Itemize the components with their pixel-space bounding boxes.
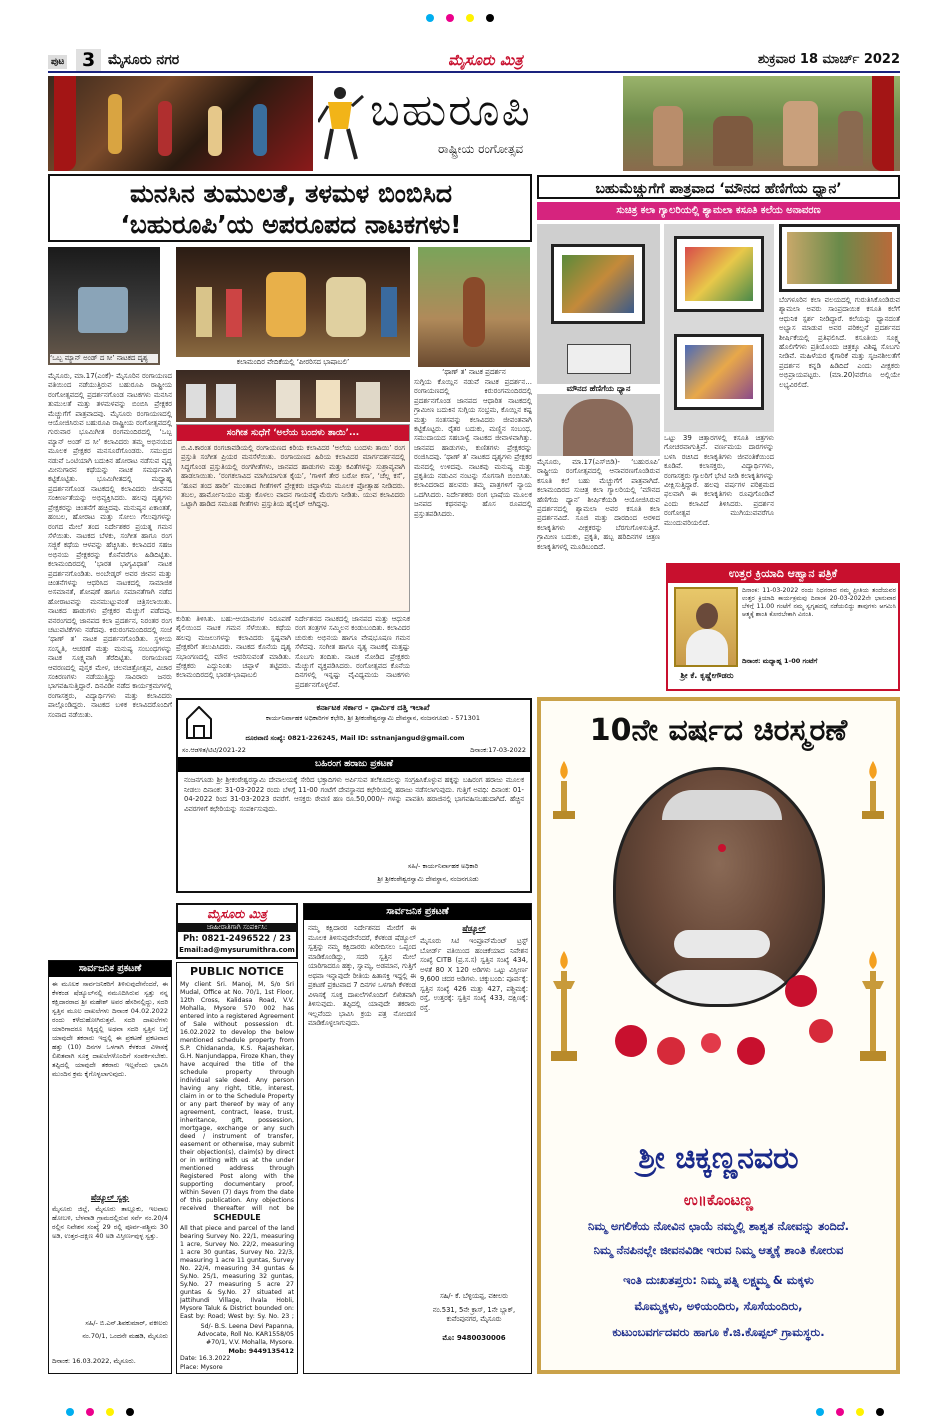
art-subheadline: ಸುಚಿತ್ರ ಕಲಾ ಗ್ಯಾಲರಿಯಲ್ಲಿ ಶ್ಯಾಮಲಾ ಕಸೂತಿ ಕಲೆಯ ಅನಾವರಣ	[537, 202, 900, 220]
kn-notice-mid-sign: ಸಹಿ/- ಕೆ. ಬೆಳ್ಳಿಯಪ್ಪ, ವಕೀಲರು	[439, 1292, 509, 1300]
tender-ref: ಸಂ.ಆಡಳಿತ/ಟಿಟಿ/2021-22	[182, 746, 246, 754]
public-notice-date: Date: 16.3.2022	[180, 1355, 231, 1362]
kn-notice-mid-address: ನಂ.531, 5ನೇ ಕ್ರಾಸ್, 1ನೇ ಬ್ಲಾಕ್, ಕುವೆಂಪುನಗರ, ಮೈಸೂರು	[432, 1306, 516, 1323]
kn-notice-left-schedule: ಮೈಸೂರು ಜಿಲ್ಲೆ, ಮೈಸೂರು ತಾಲ್ಲೂಕು, ಇಲವಾಲ ಹೋಬಳಿ, ಬೆಳವಾಡಿ ಗ್ರಾಮದಲ್ಲಿರುವ ಸರ್ವೆ ನಂ.20/4 ರಲ್ಲಿನ ನಿವೇಶನ ಸಂಖ್ಯೆ 29 ರಲ್ಲಿ ಪೂರ್ವ-ಪಶ್ಚಿಮ 30 ಅಡಿ, ಉತ್ತರ-ದಕ್ಷಿಣ 40 ಅಡಿ ವಿಸ್ತೀರ್ಣವುಳ್ಳ ಸ್ವತ್ತು.	[52, 1205, 168, 1240]
lead-headline-line-2: ‘ಬಹುರೂಪಿ’ಯ ಅಪರೂಪದ ನಾಟಕಗಳು!	[120, 210, 462, 239]
art-body-col2: ಒಟ್ಟು 39 ಚಿತ್ತಾರಗಳಲ್ಲಿ ಕಸೂತಿ ಚಿತ್ರಗಳು ಗೋಚರವಾಗುತ್ತಿವೆ. ವರ್ಣಮಯ ದಾರಗಳನ್ನು ಬಳಸಿ ರಚಿಸಿದ ಕಲಾಕೃತಿಗಳು ಜೀವಂತಿಕೆಯಿಂದ ಕೂಡಿವೆ. ಕಲಾಸಕ್ತರು, ವಿದ್ಯಾರ್ಥಿಗಳು, ರಂಗಾಸಕ್ತರು ಗ್ಯಾಲರಿಗೆ ಭೇಟಿ ನೀಡಿ ಕಲಾಕೃತಿಗಳನ್ನು ವೀಕ್ಷಿಸುತ್ತಿದ್ದಾರೆ. ಹಲವು ವರ್ಷಗಳ ಪರಿಶ್ರಮದ ಫಲವಾಗಿ ಈ ಕಲಾಕೃತಿಗಳು ರೂಪುಗೊಂಡಿವೆ ಎಂದು ಕಲಾವಿದೆ ತಿಳಿಸಿದರು. ಪ್ರದರ್ಶನ ರಂಗೋತ್ಸವ ಮುಗಿಯುವವರೆಗೂ ಮುಂದುವರಿಯಲಿದೆ.	[664, 434, 774, 527]
banner-photo-left	[48, 76, 313, 171]
obituary-body: ದಿನಾಂಕ: 11-03-2022 ರಂದು ನಿಧನರಾದ ನಮ್ಮ ಪ್ರೀತಿಯ ತಂದೆಯವರ ಉತ್ತರ ಕ್ರಿಯಾದಿ ಕಾರ್ಯಕ್ರಮವು ದಿನಾಂಕ 20-03-2022ನೇ ಭಾನುವಾರ ಬೆಳಿಗ್ಗೆ 11.00 ಗಂಟೆಗೆ ನಮ್ಮ ಸ್ವಗೃಹದಲ್ಲಿ ನಡೆಯಲಿದ್ದು ತಾವುಗಳು ಆಗಮಿಸಿ ಆತ್ಮಕ್ಕೆ ಶಾಂತಿ ಕೋರಬೇಕಾಗಿ ವಿನಂತಿ.	[742, 587, 896, 618]
lead-body-col3: ನಿರ್ದೇಶನದ ನಾಟಕದಲ್ಲಿ ಜಾನಪದ ಮತ್ತು ಆಧುನಿಕ ರಂಗ ತಂತ್ರಗಳ ಸಮ್ಮಿಲನ ಕಂಡುಬಂದಿತು. ಕಲಾವಿದರ ಚುರುಕು ಅಭಿನಯ ಹಾಗೂ ವೇಷಭೂಷಣ ಗಮನ ಸೆಳೆದವು. ಸಂಗೀತ ಹಾಗೂ ನೃತ್ಯ ನಾಟಕಕ್ಕೆ ಮತ್ತಷ್ಟು ಸೊಬಗು ತಂದಿತು. ನಾಟಕ ನೋಡಿದ ಪ್ರೇಕ್ಷಕರು ಮೆಚ್ಚುಗೆ ವ್ಯಕ್ತಪಡಿಸಿದರು. ರಂಗೋತ್ಸವದ ಕೊನೆಯ ದಿನಗಳಲ್ಲಿ ಇನ್ನಷ್ಟು ವೈವಿಧ್ಯಮಯ ನಾಟಕಗಳು ಪ್ರದರ್ಶನಗೊಳ್ಳಲಿವೆ.	[295, 615, 410, 689]
art-headline: ಬಹುಮೆಚ್ಚುಗೆಗೆ ಪಾತ್ರವಾದ ‘ಮೌನದ ಹೆಣಿಗೆಯ ಧ್ಯಾನ’	[537, 175, 900, 199]
public-notice-title: PUBLIC NOTICE	[189, 965, 285, 978]
memorial-alias: ಉ॥ಕೊಂಟಣ್ಣ	[683, 1191, 754, 1209]
kn-notice-left-body: ಈ ಮೂಲಕ ಸಾರ್ವಜನಿಕರಿಗೆ ತಿಳಿಸುವುದೇನೆಂದರೆ, ಈ ಕೆಳಕಂಡ ಷೆಡ್ಯೂಲ್‌ನಲ್ಲಿ ನಮೂದಿಸಿರುವ ಸ್ವತ್ತು ನನ್ನ ಕಕ್ಷಿದಾರರಾದ ಶ್ರೀ ಮಹೇಶ್ ಅವರ ಹೆಸರಿನಲ್ಲಿದ್ದು, ಸದರಿ ಸ್ವತ್ತಿನ ಮೂಲ ದಾಖಲೆಗಳು ದಿನಾಂಕ 04.02.2022 ರಂದು ಕಳೆದುಹೋಗಿರುತ್ತವೆ. ಸದರಿ ದಾಖಲೆಗಳು ಯಾರಿಗಾದರೂ ಸಿಕ್ಕಿದ್ದಲ್ಲಿ ಅಥವಾ ಸದರಿ ಸ್ವತ್ತಿನ ಬಗ್ಗೆ ಯಾವುದೇ ತಕರಾರು ಇದ್ದಲ್ಲಿ ಈ ಪ್ರಕಟಣೆ ಪ್ರಕಟವಾದ ಹತ್ತು (10) ದಿನಗಳ ಒಳಗಾಗಿ ಕೆಳಕಂಡ ವಿಳಾಸಕ್ಕೆ ಲಿಖಿತವಾಗಿ ಸೂಕ್ತ ದಾಖಲೆಗಳೊಂದಿಗೆ ಸಂಪರ್ಕಿಸಬೇಕು. ತಪ್ಪಿದಲ್ಲಿ ಯಾವುದೇ ತಕರಾರು ಇಲ್ಲವೆಂದು ಭಾವಿಸಿ ಮುಂದಿನ ಕ್ರಮ ಕೈಗೊಳ್ಳಲಾಗುವುದು.	[52, 980, 168, 1078]
public-notice-kannada-mid	[303, 903, 532, 1374]
public-notice-sign: Sd/- B.S. Leena Devi Papanna, Advocate, Roll No. KAR1558/05 #70/1, V.V. Mohalla, Mysore.	[197, 1323, 294, 1346]
ad-box	[176, 903, 298, 959]
art-photo-frames	[664, 224, 774, 432]
kn-notice-mid-body: ನಮ್ಮ ಕಕ್ಷಿದಾರರ ನಿರ್ದೇಶನದ ಮೇರೆಗೆ ಈ ಮೂಲಕ ತಿಳಿಸುವುದೇನೆಂದರೆ, ಕೆಳಕಂಡ ಷೆಡ್ಯೂಲ್ ಸ್ವತ್ತನ್ನು ನಮ್ಮ ಕಕ್ಷಿದಾರರು ಖರೀದಿಸಲು ಒಪ್ಪಂದ ಮಾಡಿಕೊಂಡಿದ್ದು, ಸದರಿ ಸ್ವತ್ತಿನ ಮೇಲೆ ಯಾರಿಗಾದರೂ ಹಕ್ಕು, ಸ್ವಾಮ್ಯ, ಅಡಮಾನ, ಗುತ್ತಿಗೆ ಅಥವಾ ಇನ್ನಾವುದೇ ರೀತಿಯ ಹಿತಾಸಕ್ತಿ ಇದ್ದಲ್ಲಿ ಈ ಪ್ರಕಟಣೆ ಪ್ರಕಟವಾದ 7 ದಿನಗಳ ಒಳಗಾಗಿ ಕೆಳಕಂಡ ವಿಳಾಸಕ್ಕೆ ಸೂಕ್ತ ದಾಖಲೆಗಳೊಂದಿಗೆ ಲಿಖಿತವಾಗಿ ತಿಳಿಸುವುದು. ತಪ್ಪಿದಲ್ಲಿ ಯಾವುದೇ ತಕರಾರು ಇಲ್ಲವೆಂದು ಭಾವಿಸಿ ಕ್ರಯ ಪತ್ರ ನೋಂದಣಿ ಮಾಡಿಕೊಳ್ಳಲಾಗುವುದು.	[308, 924, 416, 1027]
lead-headline-line-1: ಮನಸಿನ ತುಮುಲತೆ, ತಳಮಳ ಬಿಂಬಿಸಿದ	[129, 179, 453, 208]
obituary-notice	[666, 563, 900, 691]
memorial-line-1: ನಿಮ್ಮ ಅಗಲಿಕೆಯ ನೋವಿನ ಛಾಯೆ ನಮ್ಮಲ್ಲಿ ಶಾಶ್ವತ ನೋವನ್ನು ತಂದಿದೆ.	[587, 1219, 850, 1233]
lead-photo-thaanta-caption: ‘ಥಾಣ್ ತ’ ನಾಟಕ ಪ್ರದರ್ಶನ	[418, 368, 530, 377]
lead-body-col2: ಕುರಿತು ತಿಳಿಸಿತು. ಬಹು-ಆಯಾಮಗಳ ನಿರೂಪಣೆ ಶೈಲಿಯಿಂದ ನಾಟಕ ಗಮನ ಸೆಳೆಯಿತು. ಕಥೆಯ ಹಲವು ಮಜಲುಗಳನ್ನು ಕಲಾವಿದರು ಸ್ಪಷ್ಟವಾಗಿ ಪ್ರೇಕ್ಷಕರಿಗೆ ತಲುಪಿಸಿದರು. ನಾಟಕದ ಕೊನೆಯ ದೃಶ್ಯ ಸಭಾಂಗಣದಲ್ಲಿ ಮೌನ ಆವರಿಸುವಂತೆ ಮಾಡಿತು. ಪ್ರೇಕ್ಷಕರು ಎದ್ದುನಿಂತು ಚಪ್ಪಾಳೆ ತಟ್ಟಿದರು. ಕಲಾಮಂದಿರದಲ್ಲಿ ಭಾರತ-ಭಾಷಾಬಲಿ	[176, 615, 291, 680]
ad-email: Email:ad@mysurumithra.com	[179, 946, 295, 954]
banner-photo-right	[623, 76, 900, 171]
music-highlight-box	[176, 424, 410, 612]
tender-date: ದಿನಾಂಕ:17-03-2022	[470, 746, 526, 754]
art-photo-gallery	[537, 224, 660, 456]
tender-org: ಕರ್ನಾಟಕ ಸರ್ಕಾರ - ಧಾರ್ಮಿಕ ದತ್ತಿ ಇಲಾಖೆ	[316, 703, 430, 712]
music-highlight-body: ಬಿ.ವಿ.ಕಾರಂತ ರಂಗಚಾವಡಿಯಲ್ಲಿ ರಂಗಾಯಣದ ಕಿರಿಯ ಕಲಾವಿದರ ‘ಅಲೆಯ ಬಂದಳು ತಾಯಿ’ ರಂಗ ಪ್ರಸ್ತುತಿ ಸಂಗೀತ ಪ್ರಿಯರ ಮನಸೆಳೆಯಿತು. ರಂಗಾಯಣದ ಹಿರಿಯ ಕಲಾವಿದರ ಮಾರ್ಗದರ್ಶನದಲ್ಲಿ ಸಿದ್ಧಗೊಂಡ ಪ್ರಸ್ತುತಿಯಲ್ಲಿ ರಂಗಗೀತೆಗಳು, ಜಾನಪದ ಹಾಡುಗಳು ಮತ್ತು ಕವಿತೆಗಳನ್ನು ಸುಶ್ರಾವ್ಯವಾಗಿ ಹಾಡಲಾಯಿತು. ‘ರಂಗಕಲಾವಿದ ಮಾಗಿಯಾಗುತ ಕೈಯ’, ‘ಗಾಳಿಗೆ ತೇರ ಬರೋ ಕಸಾ’, ‘ಚೆಲ್ಲ ಕಸೆ’, ‘ಹೂವ ತಂದ ಹಾರೀ’ ಮುಂತಾದ ಗೀತೆಗಳಿಗೆ ಪ್ರೇಕ್ಷಕರು ಚಪ್ಪಾಳೆಯ ಮೂಲಕ ಪ್ರೋತ್ಸಾಹ ನೀಡಿದರು. ತಬಲ, ಹಾರ್ಮೋನಿಯಂ ಮತ್ತು ಕೊಳಲು ವಾದನ ಗಾಯನಕ್ಕೆ ಮೆರುಗು ನೀಡಿತು. ಯುವ ಕಲಾವಿದರು ಒಟ್ಟಾಗಿ ಹಾಡಿದ ಸಮೂಹ ಗೀತೆಗಳು ಪ್ರಸ್ತುತಿಯ ಹೈಲೈಟ್ ಆಗಿದ್ದವು.	[181, 444, 405, 509]
festival-banner	[48, 76, 900, 171]
lead-body-col4: ಸುಗ್ಗಿಯ ಕೊಯ್ಲಿನ ನಡುವೆ ನಾಟಕ ಪ್ರದರ್ಶನ... ರಂಗಾಯಣದಲ್ಲಿ ಕಿರುರಂಗಮಂದಿರದಲ್ಲಿ ಪ್ರದರ್ಶನಗೊಂಡ ಜಾನಪದ ಆಧಾರಿತ ನಾಟಕದಲ್ಲಿ ಗ್ರಾಮೀಣ ಬದುಕಿನ ಸುಗ್ಗಿಯ ಸಂಭ್ರಮ, ಕೊಯ್ಲಿನ ಕಷ್ಟ ಮತ್ತು ಸಂತಸವನ್ನು ಕಲಾವಿದರು ಜೀವಂತವಾಗಿ ಕಟ್ಟಿಕೊಟ್ಟರು. ರೈತರ ಬದುಕು, ಮಣ್ಣಿನ ಸಂಬಂಧ, ಸಮುದಾಯದ ಸಹಬಾಳ್ವೆ ನಾಟಕದ ಜೀವಾಳವಾಗಿತ್ತು. ಜಾನಪದ ಹಾಡುಗಳು, ಕುಣಿತಗಳು ಪ್ರೇಕ್ಷಕರನ್ನು ರಂಜಿಸಿದವು. ‘ಥಾಣ್ ತ’ ನಾಟಕದ ದೃಶ್ಯಗಳು ಪ್ರೇಕ್ಷಕರ ಮನದಲ್ಲಿ ಉಳಿದವು. ನಾಟಕವು ಮನುಷ್ಯ ಮತ್ತು ಪ್ರಕೃತಿಯ ನಡುವಿನ ನಂಟನ್ನು ಸೊಗಸಾಗಿ ಬಿಂಬಿಸಿತು. ಕಲಾವಿದರಾದ ಹಲವರು ತಮ್ಮ ಪಾತ್ರಗಳಿಗೆ ನ್ಯಾಯ ಒದಗಿಸಿದರು. ನಿರ್ದೇಶಕರು ರಂಗ ಭಾಷೆಯ ಮೂಲಕ ಜನಪದ ಕಥನವನ್ನು ಹೊಸ ರೂಪದಲ್ಲಿ ಪ್ರಸ್ತುತಪಡಿಸಿದರು.	[414, 378, 532, 518]
memorial-name: ಶ್ರೀ ಚಿಕ್ಕಣ್ಣನವರು	[638, 1141, 799, 1176]
public-notice-body: My client Sri. Manoj, M, S/o Sri Mudal, Office at No. 70/1, 1st Floor, 12th Cross, Kalidasa Road, V.V. Mohalla, Mysore 570 002 has entered into a registered Agreement of Sale without possession dt. 16.02.2022 to develop the below mentioned schedule property from S.P. Chidananda, K.S. Rajashekar, G.H. Nanjundappa, Firoze Khan, they have acquired the title of the schedule property through individual sale deed. Any person having any right, title, interest, claim in or to the Schedule Property or any part thereof by way of any agreement, contract, lease, trust, inheritance, gift, possession, mortgage, exchange or any such deed / instrument of transfer, easement or otherwise, may submit their objection(s), claim(s) by direct or in writing with us at the under mentioned address through Registered Post along with the supporting documentary proof, within Seven (7) days from the date of this publication. Any objections received thereafter will not be	[180, 981, 294, 1211]
memorial-title: 10ನೇ ವರ್ಷದ ಚಿರಸ್ಮರಣೆ	[589, 713, 848, 748]
art-body-col3: ಬೆಂಗಳೂರಿನ ಕಲಾ ವಲಯದಲ್ಲಿ ಗುರುತಿಸಿಕೊಂಡಿರುವ ಶ್ಯಾಮಲಾ ಅವರು ಸಾಂಪ್ರದಾಯಿಕ ಕಸೂತಿ ಕಲೆಗೆ ಆಧುನಿಕ ಸ್ಪರ್ಶ ನೀಡಿದ್ದಾರೆ. ಕಲೆಯನ್ನು ಧ್ಯಾನದಂತೆ ಅಭ್ಯಾಸ ಮಾಡುವ ಅವರ ಪರಿಕಲ್ಪನೆ ಪ್ರದರ್ಶನದ ಶೀರ್ಷಿಕೆಯಲ್ಲಿ ಪ್ರತಿಫಲಿಸಿದೆ. ಕಸೂತಿಯ ಸೂಕ್ಷ್ಮ ಹೊಲಿಗೆಗಳು ಪ್ರತಿಯೊಂದು ಚಿತ್ರಕ್ಕೂ ವಿಶಿಷ್ಟ ಸೊಬಗು ನೀಡಿವೆ. ಮಹಿಳೆಯರ ಕೈಗಾರಿಕೆ ಮತ್ತು ಸೃಜನಶೀಲತೆಗೆ ಪ್ರದರ್ಶನ ಕನ್ನಡಿ ಹಿಡಿದಿದೆ ಎಂದು ವೀಕ್ಷಕರು ಅಭಿಪ್ರಾಯಪಟ್ಟರು. (ಮಾ.20)ವರೆಗೂ ಅಲ್ಲಿಯೇ ಲಭ್ಯವಿರಲಿದೆ.	[779, 296, 900, 389]
public-notice-schedule: All that piece and parcel of the land bearing Survey No. 22/1, measuring 1 acre, Survey No. 22/2, measuring 1 acre 30 guntas, Survey No. 22/3, measuring 1 acre 11 guntas, Survey No. 22/4, measuring 34 guntas & Sy.No. 25/1, measuring 32 guntas, Sy.No. 27 measuring 5 acre 27 guntas & Sy.No. 27 situated at Jattihundi Village, Ilvala Hobli, Mysore Taluk & District bounded on: East by: Road; West by: Sy. No. 23 ;	[180, 1225, 294, 1320]
memorial-line-2: ನಿಮ್ಮ ನೆನಪಿನಲ್ಲೇ ಜೀವನವಿಡೀ ಇರುವ ನಿಮ್ಮ ಆತ್ಮಕ್ಕೆ ಶಾಂತಿ ಕೋರುವ	[593, 1243, 844, 1257]
tender-notice	[176, 698, 532, 893]
oil-lamp-top-right-icon	[856, 761, 890, 821]
memorial-ad	[537, 697, 900, 1374]
kn-notice-mid-schedule-title: ಷೆಡ್ಯೂಲ್	[462, 924, 486, 933]
page-label: ಪುಟ	[48, 55, 67, 69]
dancer-icon	[318, 84, 364, 164]
lead-photo-stage	[176, 247, 410, 357]
kn-notice-mid-title: ಸಾರ್ವಜನಿಕ ಪ್ರಕಟಣೆ	[304, 904, 531, 920]
art-photo-caption: ಮೌನದ ಹೆಣಿಗೆಯ ಧ್ಯಾನ	[537, 384, 660, 394]
public-notice-english	[176, 962, 298, 1374]
music-highlight-title: ಸಂಗೀತ ಸುಧೆಗೆ ‘ಅಲೆಯ ಬಂದಳು ತಾಯಿ’...	[177, 425, 409, 441]
public-notice-mobile: Mob: 9449135412	[228, 1347, 294, 1355]
lead-photo-sea-caption: ‘ಒಬ್ಬ ಮ್ಯಾನ್ ಅಂಡ್ ದ ಸೀ’ ನಾಟಕದ ದೃಶ್ಯ	[50, 354, 158, 363]
art-body-col1: ಮೈಸೂರು, ಮಾ.17(ಎಸ್‌ಬಿಡಿ)- ‘ಬಹುರೂಪಿ’ ರಾಷ್ಟ್ರೀಯ ರಂಗೋತ್ಸವದಲ್ಲಿ ಆನಾವರಣಗೊಂಡಿರುವ ಕಸೂತಿ ಕಲೆ ಬಹು ಮೆಚ್ಚುಗೆಗೆ ಪಾತ್ರವಾಗಿದೆ. ಕಲಾಮಂದಿರದ ಸುಚಿತ್ರ ಕಲಾ ಗ್ಯಾಲರಿಯಲ್ಲಿ ‘ಮೌನದ ಹೆಣಿಗೆಯ ಧ್ಯಾನ’ ಶೀರ್ಷಿಕೆಯಡಿ ಆಯೋಜಿಸಿರುವ ಪ್ರದರ್ಶನದಲ್ಲಿ ಶ್ಯಾಮಲಾ ಅವರ ಕಸೂತಿ ಕಲಾ ಪ್ರದರ್ಶನವಿದೆ. ಸೂಜಿ ಮತ್ತು ದಾರದಿಂದ ಅರಳಿದ ಕಲಾಕೃತಿಗಳು ವೀಕ್ಷಕರನ್ನು ಬೆರಗುಗೊಳಿಸುತ್ತಿವೆ. ಗ್ರಾಮೀಣ ಬದುಕು, ಪ್ರಕೃತಿ, ಹಬ್ಬ ಹರಿದಿನಗಳ ಚಿತ್ರಣ ಕಲಾಕೃತಿಗಳಲ್ಲಿ ಮೂಡಿಬಂದಿದೆ.	[537, 458, 660, 551]
issue-date: ಶುಕ್ರವಾರ 18 ಮಾರ್ಚ್ 2022	[757, 52, 900, 67]
public-notice-kannada-left	[48, 960, 172, 1374]
oil-lamp-right-icon	[856, 951, 890, 1071]
ad-brand: ಮೈಸೂರು ಮಿತ್ರ	[207, 907, 267, 921]
tender-sign: ಸಹಿ/- ಕಾರ್ಯನಿರ್ವಾಹಕ ಅಧಿಕಾರಿ	[407, 862, 479, 870]
registration-marks-bottom	[60, 1402, 890, 1412]
lead-photo-sea	[48, 247, 160, 365]
section-name: ಮೈಸೂರು ನಗರ	[108, 52, 180, 68]
tender-contact: ದೂರವಾಣಿ ಸಂಖ್ಯೆ: 0821-226245, Mail ID: sstnanjangud@gmail.com	[245, 734, 465, 742]
rose-decoration-icon	[601, 951, 841, 1071]
tender-temple: ಕಾರ್ಯನಿರ್ವಾಹಕ ಅಧಿಕಾರಿಗಳ ಕಛೇರಿ, ಶ್ರೀ ಶ್ರೀಕಂಠೇಶ್ವರಸ್ವಾಮಿ ದೇವಸ್ಥಾನ, ನಂಜನಗೂಡು - 571301	[265, 714, 481, 722]
lead-photo-music	[176, 370, 410, 422]
kn-notice-left-address: ನಂ.70/1, ಒಂದನೇ ಮಹಡಿ, ಮೈಸೂರು	[82, 1332, 168, 1340]
obituary-name: ಶ್ರೀ ಕೆ. ಕೃಷ್ಣೇಗೌಡರು	[680, 671, 734, 680]
kn-notice-left-sign: ಸಹಿ/- ಬಿ.ಎನ್.ಶಿವಕುಮಾರ್, ವಕೀಲರು	[85, 1319, 168, 1327]
festival-name: ಬಹುರೂಪಿ	[370, 85, 532, 136]
lead-headline-box	[48, 174, 532, 242]
public-notice-place: Place: Mysore	[180, 1364, 223, 1371]
obituary-title: ಉತ್ತರ ಕ್ರಿಯಾದಿ ಆಹ್ವಾನ ಪತ್ರಿಕೆ	[668, 565, 898, 583]
memorial-line-3: ಇಂತಿ ದುಃಖತಪ್ತರು: ನಿಮ್ಮ ಪತ್ನಿ ಲಕ್ಷ್ಮಮ್ಮ & ಮಕ್ಕಳು	[623, 1273, 814, 1287]
memorial-line-5: ಕುಟುಂಬವರ್ಗದವರು ಹಾಗೂ ಕೆ.ಜಿ.ಕೊಪ್ಪಲ್ ಗ್ರಾಮಸ್ಥರು.	[612, 1325, 825, 1339]
obituary-time: ದಿನಾಂಕ: ಮಧ್ಯಾಹ್ನ 1-00 ಗಂಟೆಗೆ	[742, 657, 818, 665]
public-notice-schedule-title: SCHEDULE	[213, 1213, 261, 1222]
oil-lamp-top-left-icon	[547, 761, 581, 821]
tender-title: ಬಹಿರಂಗ ಹರಾಜು ಪ್ರಕಟಣೆ	[178, 757, 530, 772]
ad-line: ಜಾಹೀರಾತಿಗಾಗಿ ಸಂಪರ್ಕಿಸಿ:	[178, 923, 296, 932]
obituary-photo	[674, 587, 738, 667]
masthead	[48, 49, 900, 73]
paper-name: ಮೈಸೂರು ಮಿತ್ರ	[448, 51, 523, 69]
kn-notice-mid-schedule: ಮೈಸೂರು ಸಿಟಿ ಇಂಪ್ರೂವ್‌ಮೆಂಟ್ ಟ್ರಸ್ಟ್ ಬೋರ್ಡ್ ವತಿಯಿಂದ ಹಂಚಿಕೆಯಾದ ನಿವೇಶನ ಸಂಖ್ಯೆ CITB (ಪ್ರ.ಸ.ಸ) ಸ್ವತ್ತಿನ ಸಂಖ್ಯೆ 434, ಅಳತೆ 80 X 120 ಅಡಿಗಳು ಒಟ್ಟು ವಿಸ್ತೀರ್ಣ 9,600 ಚದರ ಅಡಿಗಳು. ಚಕ್ಕುಬಂದಿ: ಪೂರ್ವಕ್ಕೆ: ಸ್ವತ್ತಿನ ಸಂಖ್ಯೆ 426 ಮತ್ತು 427, ಪಶ್ಚಿಮಕ್ಕೆ: ರಸ್ತೆ, ಉತ್ತರಕ್ಕೆ: ಸ್ವತ್ತಿನ ಸಂಖ್ಯೆ 433, ದಕ್ಷಿಣಕ್ಕೆ: ರಸ್ತೆ.	[420, 937, 528, 1012]
kn-notice-left-title: ಸಾರ್ವಜನಿಕ ಪ್ರಕಟಣೆ	[49, 961, 171, 977]
kn-notice-left-date: ದಿನಾಂಕ: 16.03.2022, ಮೈಸೂರು.	[52, 1357, 136, 1365]
registration-marks-top	[420, 8, 520, 18]
kn-notice-mid-phone: ಮೊ: 9480030006	[442, 1334, 506, 1342]
page-number: 3	[76, 49, 101, 71]
festival-logo	[318, 76, 618, 171]
lead-photo-thaanta	[418, 247, 530, 367]
lead-photo-stage-caption: ಕಲಾಮಂದಿರ ವೇದಿಕೆಯಲ್ಲಿ ‘ಪೀರರಿಸದ ಭಾಷಾಬಲಿ’	[176, 358, 410, 367]
ad-phone: Ph: 0821-2496522 / 23	[182, 934, 292, 944]
tender-sign-temple: ಶ್ರೀ ಶ್ರೀಕಂಠೇಶ್ವರಸ್ವಾಮಿ ದೇವಸ್ಥಾನ, ನಂಜನಗೂಡು	[377, 875, 479, 883]
art-photo-embroidery	[779, 224, 900, 292]
tender-body: ನಂಜನಗೂಡು ಶ್ರೀ ಶ್ರೀಕಂಠೇಶ್ವರಸ್ವಾಮಿ ದೇವಾಲಯಕ್ಕೆ ಸೇರಿದ ಭಕ್ತಾದಿಗಳು ಅರ್ಪಿಸುವ ತಲೆಕೂದಲನ್ನು ಸಂಗ್ರಹಿಸಿಕೊಳ್ಳುವ ಹಕ್ಕನ್ನು ಬಹಿರಂಗ ಹರಾಜು ಮೂಲಕ ನೀಡಲು ದಿನಾಂಕ: 31-03-2022 ರಂದು ಬೆಳಿಗ್ಗೆ 11-00 ಗಂಟೆಗೆ ದೇವಸ್ಥಾನದ ಕಛೇರಿಯಲ್ಲಿ ಹರಾಜು ನಡೆಸಲಾಗುವುದು. ಗುತ್ತಿಗೆ ಅವಧಿ: ದಿನಾಂಕ: 01-04-2022 ರಿಂದ 31-03-2023 ರವರೆಗೆ. ಆಸಕ್ತರು ಠೇವಣಿ ಹಣ ರೂ.50,000/- ಗಳನ್ನು ಪಾವತಿಸಿ ಹರಾಜಿನಲ್ಲಿ ಭಾಗವಹಿಸಬಹುದಾಗಿದೆ. ಹೆಚ್ಚಿನ ವಿವರಗಳಿಗೆ ಕಛೇರಿಯನ್ನು ಸಂಪರ್ಕಿಸುವುದು.	[184, 776, 524, 813]
oil-lamp-left-icon	[547, 951, 581, 1071]
lead-body-col1: ಮೈಸೂರು, ಮಾ.17(ಎಂಕೆ)- ಮೈಸೂರಿನ ರಂಗಾಯಣದ ವತಿಯಿಂದ ನಡೆಯುತ್ತಿರುವ ಬಹುರೂಪಿ ರಾಷ್ಟ್ರೀಯ ರಂಗೋತ್ಸವದಲ್ಲಿ ಪ್ರದರ್ಶನಗೊಂಡ ನಾಟಕಗಳು ಮನಸಿನ ತುಮುಲತೆ ಮತ್ತು ತಳಮಳವನ್ನು ಬಿಂಬಿಸಿ ಪ್ರೇಕ್ಷಕರ ಮೆಚ್ಚುಗೆಗೆ ಪಾತ್ರವಾದವು. ಮೈಸೂರು ರಂಗಾಯಣದಲ್ಲಿ ಆಯೋಜಿಸಿರುವ ಬಹುರೂಪಿ ರಾಷ್ಟ್ರೀಯ ರಂಗೋತ್ಸವದಲ್ಲಿ ಗುರುವಾರ ಭೂಮಿಗೀತ ರಂಗಮಂದಿರದಲ್ಲಿ ‘ಒಬ್ಬ ಮ್ಯಾನ್ ಅಂಡ್ ದ ಸೀ’ ಕಲಾವಿದರು ತಮ್ಮ ಅಭಿನಯದ ಮೂಲಕ ಪ್ರೇಕ್ಷಕರ ಮನಸೂರೆಗೊಂಡರು. ಸಮುದ್ರದ ನಡುವೆ ಒಂಟಿಯಾಗಿ ಬದುಕಿನ ಹೋರಾಟ ನಡೆಸುವ ವೃದ್ಧ ಮೀನುಗಾರನ ಕಥೆಯನ್ನು ನಾಟಕ ಸಮರ್ಥವಾಗಿ ಕಟ್ಟಿಕೊಟ್ಟಿತು. ಭೂಮಿಗೀತದಲ್ಲಿ ಮಧ್ಯಾಹ್ನ ಪ್ರದರ್ಶನಗೊಂಡ ನಾಟಕದಲ್ಲಿ ಕಲಾವಿದರು ಜೀವನದ ಸಂಕೀರ್ಣತೆಯನ್ನು ಅಭಿವ್ಯಕ್ತಿಸಿದರು. ಹಲವು ದೃಶ್ಯಗಳು ಪ್ರೇಕ್ಷಕರನ್ನು ಚಿಂತನೆಗೆ ಹಚ್ಚಿದವು. ಮನುಷ್ಯನ ಏಕಾಂತತೆ, ಹಂಬಲ, ಹೋರಾಟ ಮತ್ತು ಸೋಲು ಗೆಲುವುಗಳನ್ನು ರಂಗದ ಮೇಲೆ ತಂದ ನಿರ್ದೇಶಕರ ಪ್ರಯತ್ನ ಗಮನ ಸೆಳೆಯಿತು. ನಾಟಕದ ಬೆಳಕು, ಸಂಗೀತ ಹಾಗೂ ರಂಗ ಸಜ್ಜಿಕೆ ಕಥೆಯ ಆಳವನ್ನು ಹೆಚ್ಚಿಸಿತು. ಕಲಾವಿದರ ಸಹಜ ಅಭಿನಯ ಪ್ರೇಕ್ಷಕರನ್ನು ಕೊನೆವರೆಗೂ ಹಿಡಿದಿಟ್ಟಿತು. ಕಲಾಮಂದಿರದಲ್ಲಿ ‘ಭಾರತ ಭಾಗ್ಯವಿಧಾತ’ ನಾಟಕ ಪ್ರದರ್ಶನಗೊಂಡಿತು. ಅಂಬೇಡ್ಕರ್ ಅವರ ಜೀವನ ಮತ್ತು ಚಿಂತನೆಗಳನ್ನು ಆಧರಿಸಿದ ನಾಟಕದಲ್ಲಿ ಸಾಮಾಜಿಕ ಅಸಮಾನತೆ, ಶೋಷಣೆ ಹಾಗೂ ಸಮಾನತೆಗಾಗಿ ನಡೆದ ಹೋರಾಟವನ್ನು ಮನಮುಟ್ಟುವಂತೆ ಚಿತ್ರಿಸಲಾಯಿತು. ನಾಟಕದ ಹಾಡುಗಳು ಪ್ರೇಕ್ಷಕರ ಮೆಚ್ಚುಗೆ ಪಡೆದವು. ವನರಂಗದಲ್ಲಿ ಜಾನಪದ ಕಲಾ ಪ್ರದರ್ಶನ, ನಿರಂತರ ರಂಗ ಚಟುವಟಿಕೆಗಳು ನಡೆದವು. ಕಿರುರಂಗಮಂದಿರದಲ್ಲಿ ಸಂಜೆ ‘ಥಾಣ್ ತ’ ನಾಟಕ ಪ್ರದರ್ಶನಗೊಂಡಿತು. ಸ್ಥಳೀಯ ಸಂಸ್ಕೃತಿ, ಆಚರಣೆ ಮತ್ತು ಮನುಷ್ಯ ಸಂಬಂಧಗಳನ್ನು ನಾಟಕ ಸೂಕ್ಷ್ಮವಾಗಿ ತೆರೆದಿಟ್ಟಿತು. ರಂಗಾಯಣದ ಆವರಣದಲ್ಲಿ ಪುಸ್ತಕ ಮೇಳ, ಚಲನಚಿತ್ರೋತ್ಸವ, ವಿಚಾರ ಸಂಕಿರಣಗಳು ನಡೆಯುತ್ತಿದ್ದು ಸಾವಿರಾರು ಜನರು ಭಾಗವಹಿಸುತ್ತಿದ್ದಾರೆ. ದಿನವಿಡೀ ನಡೆದ ಕಾರ್ಯಕ್ರಮಗಳಲ್ಲಿ ರಂಗಾಸಕ್ತರು, ವಿದ್ಯಾರ್ಥಿಗಳು ಮತ್ತು ಕಲಾವಿದರು ಪಾಲ್ಗೊಂಡಿದ್ದರು. ನಾಟಕದ ಬಳಿಕ ಕಲಾವಿದರೊಂದಿಗೆ ಸಂವಾದ ನಡೆಯಿತು.	[48, 372, 172, 719]
kn-notice-left-schedule-title: ಷೆಡ್ಯೂಲ್ ಸ್ವತ್ತು	[90, 1193, 130, 1202]
memorial-line-4: ಮೊಮ್ಮಕ್ಕಳು, ಅಳಿಯಂದಿರು, ಸೊಸೆಯಂದಿರು,	[634, 1299, 803, 1313]
festival-subtitle: ರಾಷ್ಟ್ರೀಯ ರಂಗೋತ್ಸವ	[438, 142, 524, 156]
